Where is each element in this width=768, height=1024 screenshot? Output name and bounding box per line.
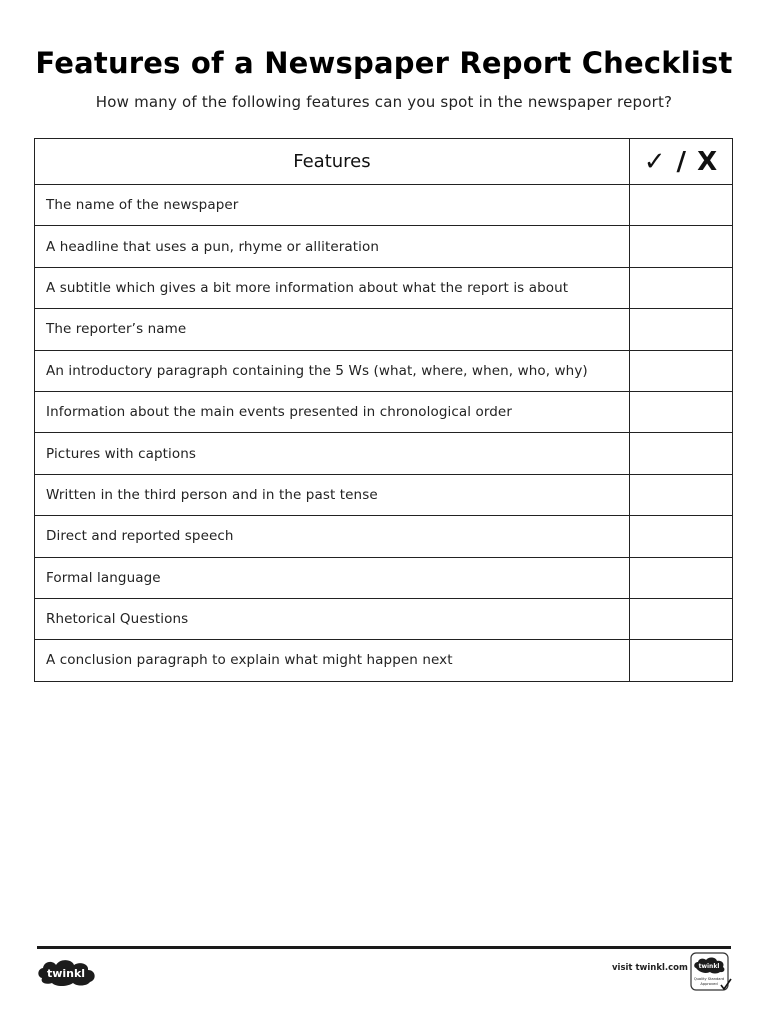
features-header-label: Features [293,151,371,172]
table-header-row [35,139,733,185]
check-box-cell[interactable] [629,516,732,557]
check-column-header [629,139,732,185]
table-row [35,433,733,474]
features-checklist-table [34,138,733,682]
check-box-cell[interactable] [629,350,732,391]
badge-line2-text: Approved [700,982,718,986]
check-box-cell[interactable] [629,433,732,474]
feature-cell: A headline that uses a pun, rhyme or alliteration [35,226,630,267]
twinkl-logo [36,956,98,988]
badge-brand-text: twinkl [698,963,720,970]
table-row [35,391,733,432]
checklist-rows [35,185,733,682]
check-box-cell[interactable] [629,267,732,308]
check-box-cell[interactable] [629,309,732,350]
feature-cell: Formal language [35,557,630,598]
check-cross-header-label: ✓ / X [643,146,719,177]
twinkl-logo-text: twinkl [46,967,86,980]
feature-cell: Pictures with captions [35,433,630,474]
page-subtitle: How many of the following features can you spot in the newspaper report? [95,93,673,111]
table-row [35,350,733,391]
check-box-cell[interactable] [629,640,732,681]
table-row [35,557,733,598]
page-title: Features of a Newspaper Report Checklist [35,46,733,80]
check-box-cell[interactable] [629,226,732,267]
feature-cell: The name of the newspaper [35,185,630,226]
table-row [35,309,733,350]
table-row [35,226,733,267]
check-box-cell[interactable] [629,557,732,598]
visit-twinkl-text: visit twinkl.com [612,963,688,973]
table-row [35,267,733,308]
badge-line1-text: Quality Standard [693,977,725,981]
check-box-cell[interactable] [629,185,732,226]
feature-cell: Rhetorical Questions [35,598,630,639]
table-row [35,598,733,639]
table-row [35,185,733,226]
feature-cell: Information about the main events presented in chronological order [35,391,630,432]
feature-cell: An introductory paragraph containing the 5 Ws (what, where, when, who, why) [35,350,630,391]
feature-cell: A subtitle which gives a bit more information about what the report is about [35,267,630,308]
table-row [35,516,733,557]
feature-cell: A conclusion paragraph to explain what might happen next [35,640,630,681]
table-row [35,640,733,681]
feature-cell: The reporter’s name [35,309,630,350]
feature-cell: Written in the third person and in the past tense [35,474,630,515]
check-box-cell[interactable] [629,474,732,515]
check-box-cell[interactable] [629,598,732,639]
feature-cell: Direct and reported speech [35,516,630,557]
table-row [35,474,733,515]
check-box-cell[interactable] [629,391,732,432]
quality-standard-badge [690,952,732,992]
footer-divider [37,946,731,949]
features-column-header [35,139,630,185]
